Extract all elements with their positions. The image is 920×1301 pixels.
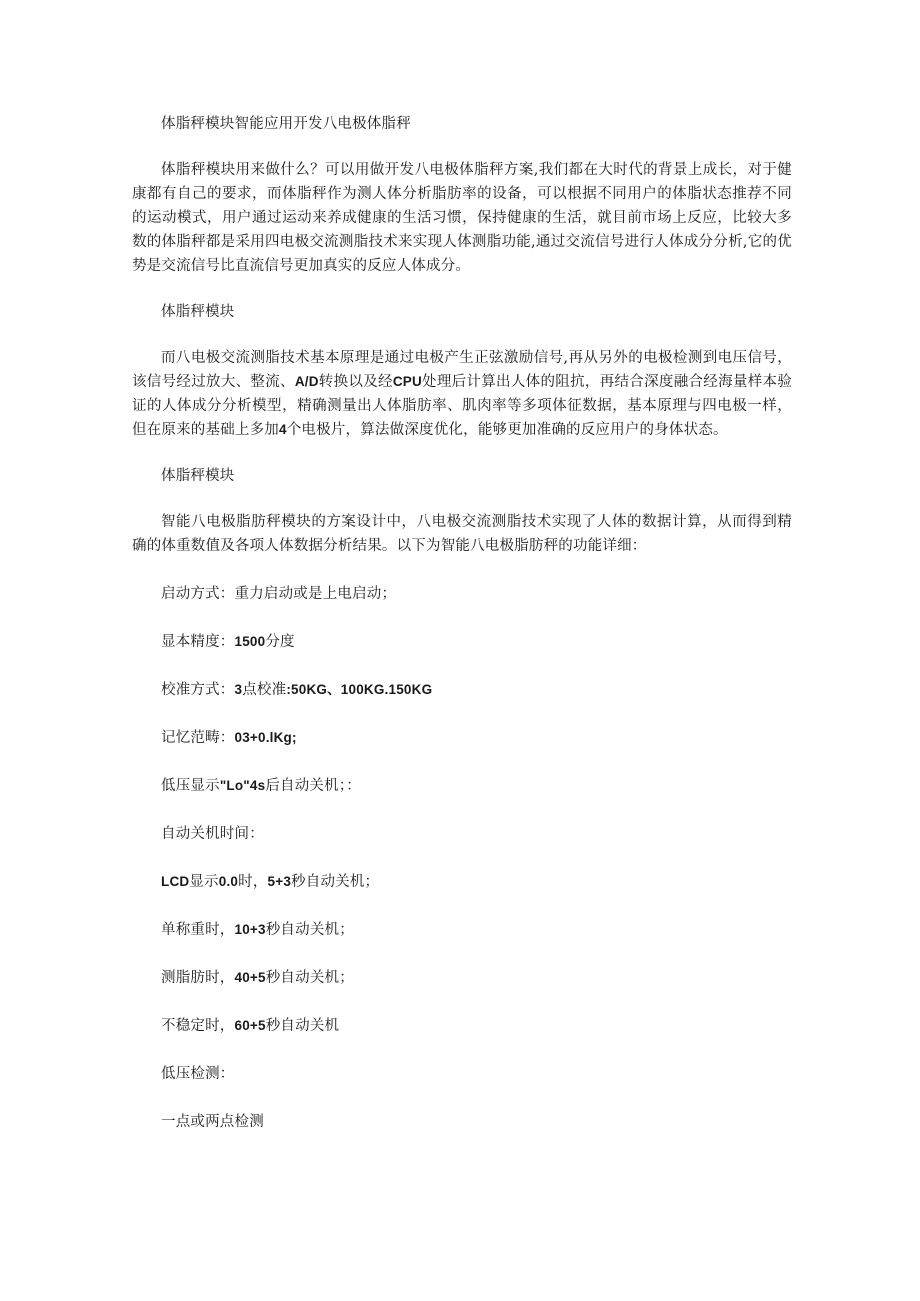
precision-unit: 分度	[265, 634, 295, 650]
item-calibration	[132, 678, 792, 702]
lcd-text-1: 显示	[189, 874, 219, 890]
unstable-secs: 60+5	[234, 1018, 266, 1033]
document-body	[132, 112, 792, 1158]
principle-bold-ad: A/D	[294, 374, 319, 389]
precision-value: 1500	[234, 634, 266, 649]
fat-tail: 秒自动关机；	[265, 970, 354, 986]
principle-bold-cpu: CPU	[392, 374, 422, 389]
principle-text-3: 处理后计算出人体的阻抗，再结合深度融合经海量样本验证的人体成分分析模型，精确测量出人体脂肪率、肌肉率等多项体征数据，基本原理与四电极一样，但在原来的基础上多加	[132, 374, 793, 438]
lcd-secs: 5+3	[267, 874, 292, 889]
item-lowdetect-value: 一点或两点检测	[161, 1114, 264, 1130]
memory-value: 03+0.lKg;	[234, 730, 297, 745]
item-autooff-title: 自动关机时间：	[161, 826, 264, 842]
lcd-text-3: 秒自动关机；	[291, 874, 380, 890]
principle-text-4: 个电极片，算法做深度优化，能够更加准确的反应用户的身体状态。	[286, 422, 728, 438]
lcd-value: 0.0	[218, 874, 239, 889]
item-lowdetect-title: 低压检测：	[161, 1066, 235, 1082]
lowvolt-label: 低压显示	[161, 778, 220, 794]
item-lowvolt	[132, 774, 792, 798]
fat-label: 测脂肪时，	[161, 970, 235, 986]
item-startup: 启动方式：重力启动或是上电启动；	[161, 586, 397, 602]
single-secs: 10+3	[234, 922, 266, 937]
fat-secs: 40+5	[234, 970, 266, 985]
paragraph-design: 智能八电极脂肪秤模块的方案设计中，八电极交流测脂技术实现了人体的数据计算，从而得到精确的体重数值及各项人体数据分析结果。以下为智能八电极脂肪秤的功能详细：	[132, 514, 792, 554]
calibration-label: 校准方式：	[161, 682, 235, 698]
calibration-value: :50KG、100KG.150KG	[286, 682, 433, 697]
calibration-mid: 点校准	[242, 682, 287, 698]
principle-text-1: 而八电极交流测脂技术基本原理是通过电极产生正弦激励信号,再从另外的电极检测到电压信号，该信号经过放大、整流、	[132, 350, 792, 390]
item-lcd	[132, 870, 792, 894]
single-tail: 秒自动关机；	[265, 922, 354, 938]
document-title: 体脂秤模块智能应用开发八电极体脂秤	[161, 116, 411, 132]
calibration-num: 3	[234, 682, 243, 697]
lcd-prefix: LCD	[161, 874, 190, 889]
section-heading-2: 体脂秤模块	[161, 468, 235, 484]
item-fat-measure	[132, 966, 792, 990]
item-unstable	[132, 1014, 792, 1038]
unstable-label: 不稳定时，	[161, 1018, 235, 1034]
paragraph-intro: 体脂秤模块用来做什么？可以用做开发八电极体脂秤方案,我们都在大时代的背景上成长，对于健康都有自己的要求，而体脂秤作为测人体分析脂肪率的设备，可以根据不同用户的体脂状态推荐不同的运动模式，用户通过运动来养成健康的生活习惯，保持健康的生活，就目前市场上反应，比较大多数的体脂秤都是采用四电极交流测脂技术来实现人体测脂功能,通过交流信号进行人体成分分析,它的优势是交流信号比直流信号更加真实的反应人体成分。	[132, 162, 792, 274]
item-precision	[132, 630, 792, 654]
section-heading-1: 体脂秤模块	[161, 304, 235, 320]
lcd-text-2: 时，	[238, 874, 268, 890]
item-memory	[132, 726, 792, 750]
principle-bold-4: 4	[279, 422, 287, 437]
principle-text-2: 转换以及经	[318, 374, 393, 390]
lowvolt-tail: 后自动关机；：	[265, 778, 361, 794]
precision-label: 显本精度：	[161, 634, 235, 650]
paragraph-principle	[132, 346, 792, 442]
lowvolt-value: "Lo"4s	[219, 778, 266, 793]
unstable-tail: 秒自动关机	[265, 1018, 340, 1034]
memory-label: 记忆范畴：	[161, 730, 235, 746]
single-label: 单称重时，	[161, 922, 235, 938]
item-single-weigh	[132, 918, 792, 942]
